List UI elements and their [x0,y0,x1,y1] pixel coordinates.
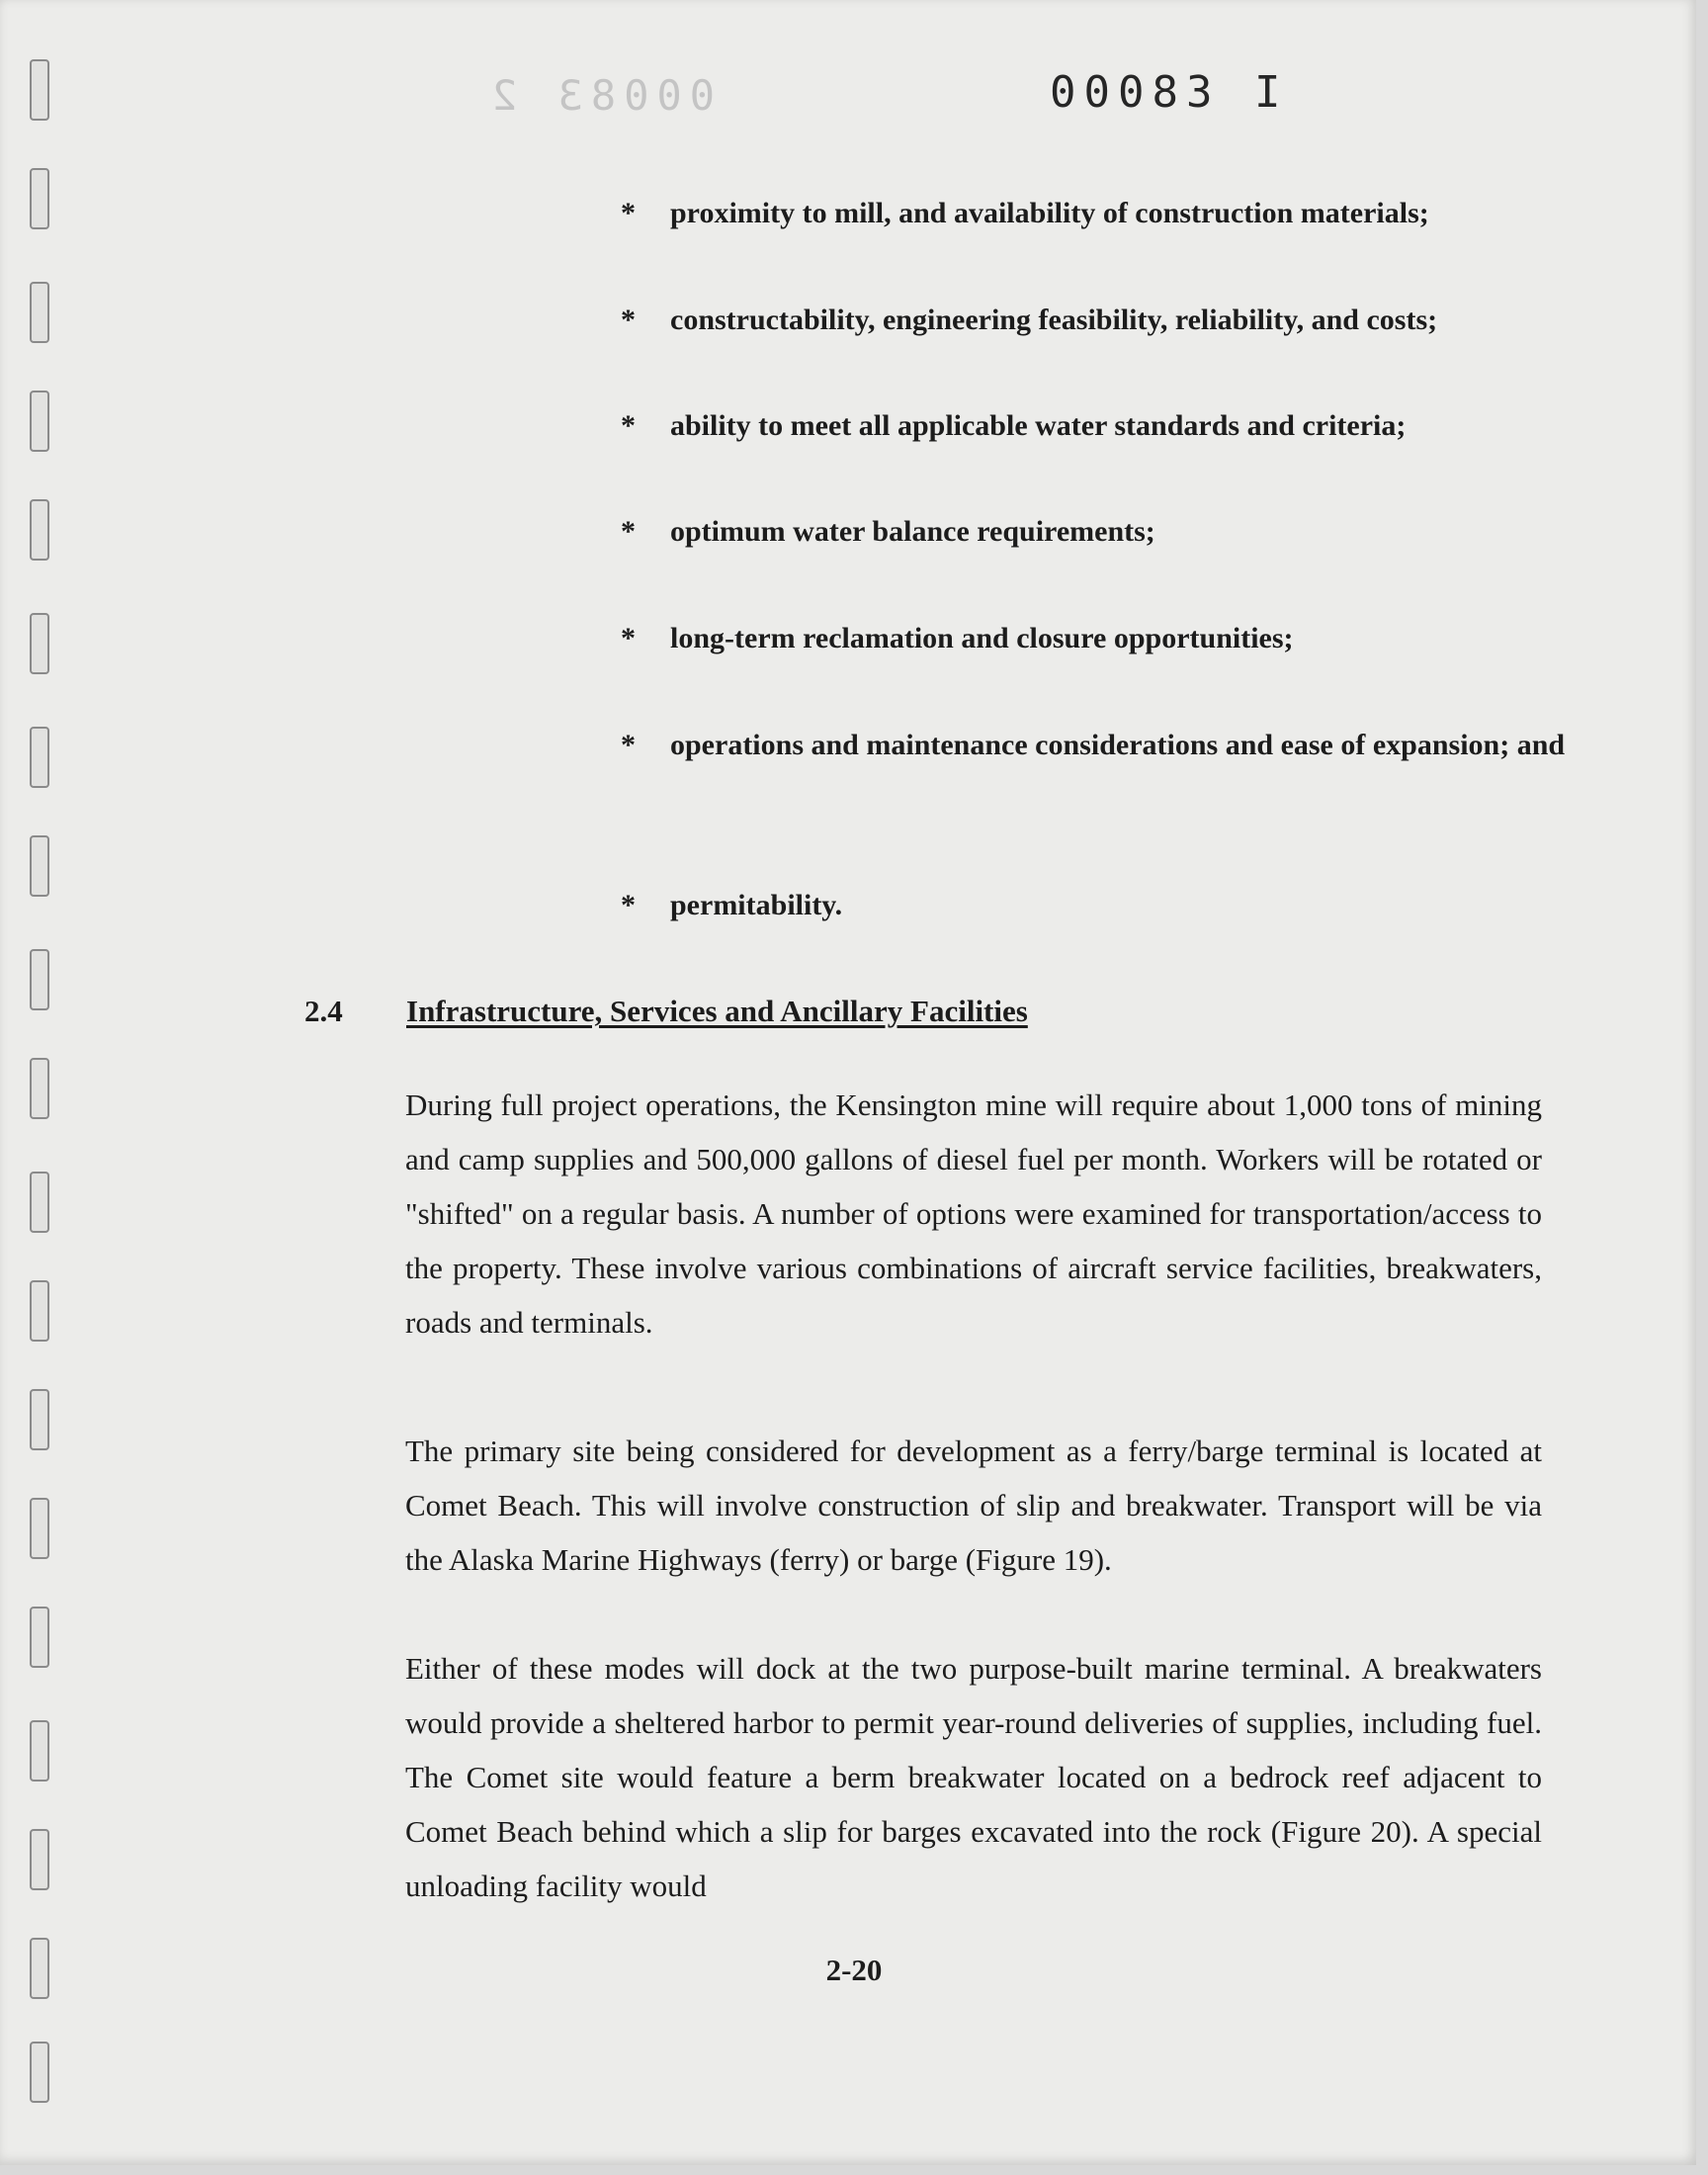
binder-hole [30,168,49,229]
binder-hole [30,613,49,674]
list-item [613,720,1604,771]
binder-hole [30,1829,49,1890]
binder-hole [30,835,49,897]
binder-hole [30,1058,49,1119]
list-item-text: proximity to mill, and availability of construction materials; [670,197,1429,229]
paragraph: The primary site being considered for development as a ferry/barge terminal is located at Comet Beach. This will involve construction of slip and breakwater. Transport will be via the Alaska Marine Highways (ferry) or barge (Figure 19). [405,1434,1542,1577]
section-title: Infrastructure, Services and Ancillary Facilities [406,994,1028,1028]
paragraph: Either of these modes will dock at the two purpose-built marine terminal. A breakwaters would provide a sheltered harbor to permit year-round deliveries of supplies, including fuel. The Comet site would feature a berm breakwater located on a bedrock reef adjacent to Comet Beach behind which a slip for barges excavated into the rock (Figure 20). A special unloading facility would [405,1651,1542,1903]
list-item-text: operations and maintenance considerations and ease of expansion; and [670,729,1566,761]
binder-hole [30,1172,49,1233]
binder-hole [30,949,49,1010]
bullet-star: * [621,197,636,229]
list-item-text: optimum water balance requirements; [670,515,1155,548]
bullet-star: * [621,622,636,654]
bullet-star: * [621,304,636,336]
binder-hole [30,499,49,561]
paragraph: During full project operations, the Kensington mine will require about 1,000 tons of mining and camp supplies and 500,000 gallons of diesel fuel per month. Workers will be rotated or "shifted" on a regular basis. A number of options were examined for transportation/access to the property. These involve various combinations of aircraft service facilities, breakwaters, roads and terminals. [405,1088,1542,1340]
binder-holes [22,59,61,2096]
binder-hole [30,1389,49,1450]
binder-hole [30,391,49,452]
list-item [613,613,1604,664]
stamp-bleedthrough: 00083 2 [484,71,716,120]
list-item [613,188,1604,239]
binder-hole [30,59,49,121]
list-item-text: long-term reclamation and closure opportunities; [670,622,1294,654]
list-item-text: constructability, engineering feasibility, reliability, and costs; [670,304,1438,336]
bullet-star: * [621,889,636,921]
binder-hole [30,1280,49,1342]
bullet-star: * [621,409,636,442]
binder-hole [30,727,49,788]
bullet-star: * [621,515,636,548]
page-number: 2-20 [825,1953,883,1987]
list-item [613,295,1604,346]
list-item [613,880,1604,931]
section-number: 2.4 [304,994,343,1028]
binder-hole [30,2042,49,2103]
binder-hole [30,1607,49,1668]
list-item [613,506,1604,558]
binder-hole [30,282,49,343]
bullet-star: * [621,729,636,761]
list-item [613,400,1604,452]
document-stamp-number: 00083 I [1050,67,1289,118]
section-heading [304,994,1028,1029]
binder-hole [30,1498,49,1559]
binder-hole [30,1720,49,1782]
list-item-text: permitability. [670,889,843,921]
list-item-text: ability to meet all applicable water standards and criteria; [670,409,1407,442]
